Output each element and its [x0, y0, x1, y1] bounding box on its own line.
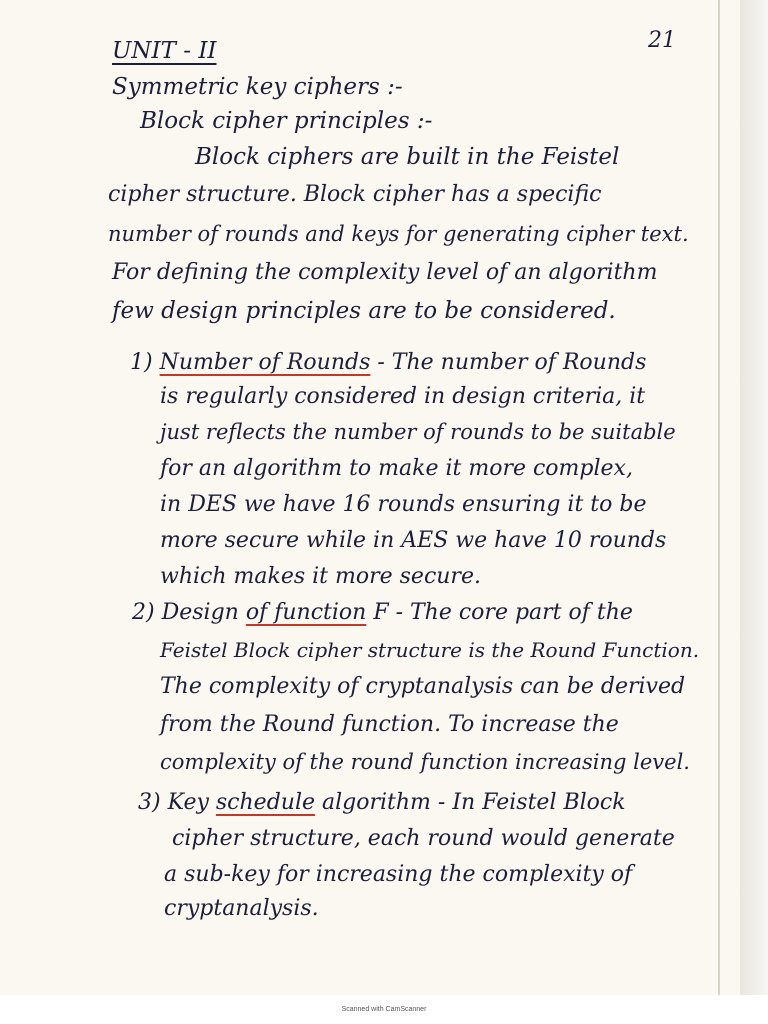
principle-2-term: of function — [245, 600, 367, 625]
page-number: 21 — [648, 28, 676, 53]
principle-1-marker: 1) — [130, 350, 153, 375]
principle-3-term: schedule — [215, 790, 315, 815]
scanner-watermark: Scanned with CamScanner — [341, 1006, 427, 1013]
principle-1-term: Number of Rounds — [159, 350, 371, 375]
principle-2-heading-rest: F - The core part of the — [366, 600, 633, 625]
principle-3-heading-rest: algorithm - In Feistel Block — [315, 790, 626, 815]
principle-3-lead: Key — [167, 790, 209, 815]
principle-2-line: Feistel Block cipher structure is the Round Function. — [160, 638, 700, 662]
intro-line: few design principles are to be considered. — [112, 298, 616, 324]
principle-2-line: The complexity of cryptanalysis can be derived — [160, 674, 686, 699]
intro-line: For defining the complexity level of an algorithm — [112, 260, 658, 285]
page-edge-shadow — [740, 0, 768, 995]
principle-2-line: complexity of the round function increasing level. — [160, 750, 690, 774]
principle-1-heading-rest: - The number of Rounds — [370, 350, 647, 375]
principle-2-lead: Design — [161, 600, 239, 625]
page-binding-line — [718, 0, 720, 995]
unit-heading: UNIT - II — [112, 38, 217, 64]
principle-1-line: in DES we have 16 rounds ensuring it to be — [160, 492, 647, 517]
principle-3-marker: 3) — [138, 790, 161, 815]
intro-line: Block ciphers are built in the Feistel — [195, 144, 620, 170]
principle-2-line: from the Round function. To increase the — [160, 712, 619, 737]
principle-1-line: more secure while in AES we have 10 rounds — [160, 528, 667, 553]
principle-1-line: is regularly considered in design criteria, it — [160, 384, 646, 409]
principle-3-line: cipher structure, each round would generate — [172, 826, 675, 851]
principle-1-line: which makes it more secure. — [160, 564, 481, 589]
principle-1-heading-line — [130, 350, 646, 375]
principle-3-heading-line — [138, 790, 626, 815]
principle-1-line: just reflects the number of rounds to be suitable — [160, 420, 676, 444]
principle-3-line: a sub-key for increasing the complexity of — [164, 862, 633, 887]
principle-2-heading-line — [132, 600, 633, 625]
principle-3-line: cryptanalysis. — [164, 896, 319, 921]
intro-line: number of rounds and keys for generating cipher text. — [108, 222, 689, 246]
principle-1-line: for an algorithm to make it more complex, — [160, 456, 633, 481]
intro-line: cipher structure. Block cipher has a specific — [108, 182, 602, 207]
subsection-title: Block cipher principles :- — [140, 108, 433, 134]
section-title: Symmetric key ciphers :- — [112, 74, 403, 100]
principle-2-marker: 2) — [132, 600, 155, 625]
